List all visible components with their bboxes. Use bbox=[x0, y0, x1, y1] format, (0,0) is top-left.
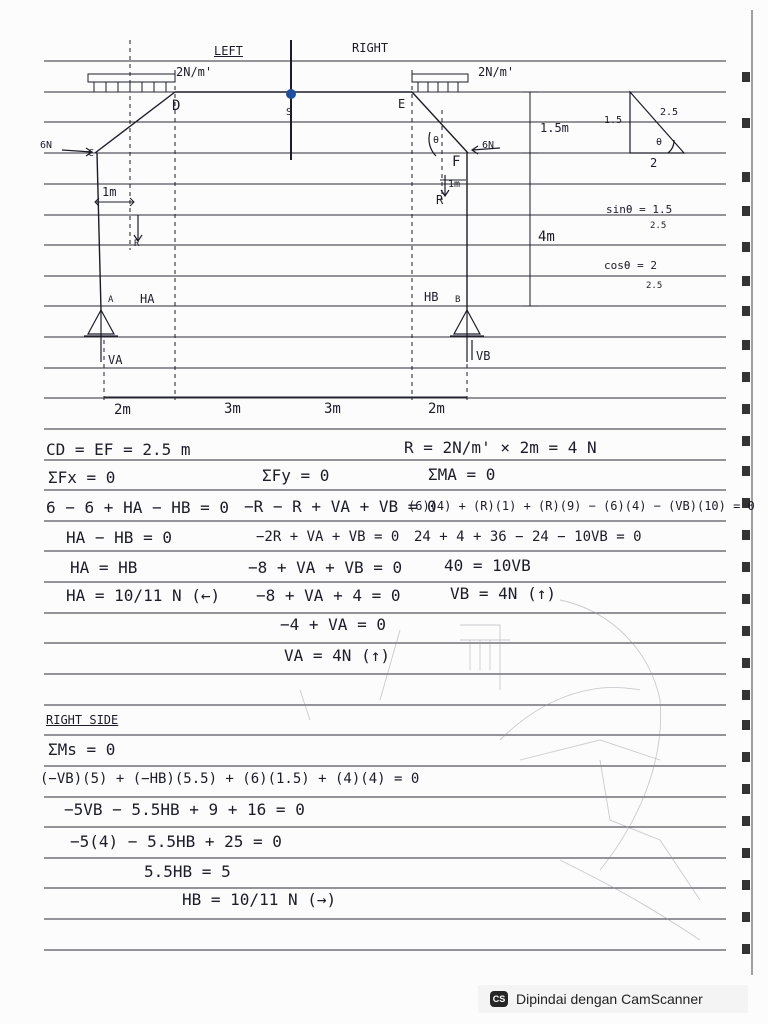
spiral-binding bbox=[742, 72, 750, 954]
fy-step-3: −8 + VA + VB = 0 bbox=[248, 558, 403, 577]
member-length-equation: CD = EF = 2.5 m bbox=[46, 440, 191, 459]
rs-step-2: −5VB − 5.5HB + 9 + 16 = 0 bbox=[64, 800, 305, 819]
ma-step-2: 24 + 4 + 36 − 24 − 10VB = 0 bbox=[414, 529, 642, 545]
fx-step-3: HA = HB bbox=[70, 558, 138, 577]
span-label-3: 3m bbox=[324, 401, 341, 417]
dashed-guides bbox=[104, 40, 467, 400]
node-f-label: F bbox=[452, 154, 461, 170]
height-top-label: 1.5m bbox=[540, 121, 569, 135]
fx-step-2: HA − HB = 0 bbox=[66, 528, 172, 547]
span-label-1: 2m bbox=[114, 402, 131, 418]
cos-theta-numerator: cosθ = 2 bbox=[604, 259, 657, 272]
triangle-vertical-label: 1.5 bbox=[604, 115, 623, 126]
load-left-label: 2N/m' bbox=[176, 65, 213, 79]
camscanner-label: Dipindai dengan CamScanner bbox=[516, 991, 703, 1007]
sum-ma-heading: ΣMA = 0 bbox=[428, 465, 496, 484]
sum-ms-heading: ΣMs = 0 bbox=[48, 740, 116, 759]
support-b-vertical: VB bbox=[476, 349, 491, 363]
fy-result: VA = 4N (↑) bbox=[284, 646, 390, 665]
span-label-2: 3m bbox=[224, 401, 241, 417]
rs-step-4: 5.5HB = 5 bbox=[144, 862, 231, 881]
distributed-load-left bbox=[88, 74, 175, 92]
height-bottom-label: 4m bbox=[538, 229, 555, 245]
triangle-hypotenuse-label: 2.5 bbox=[660, 107, 679, 118]
right-side-label: RIGHT bbox=[352, 41, 389, 55]
fy-step-4: −8 + VA + 4 = 0 bbox=[256, 586, 401, 605]
triangle-angle-label: θ bbox=[656, 137, 663, 148]
node-d-label: D bbox=[172, 98, 181, 114]
force-left-label: 6N bbox=[40, 140, 53, 151]
support-a-letter: A bbox=[108, 295, 114, 305]
fy-step-5: −4 + VA = 0 bbox=[280, 615, 386, 634]
dim-1m-right: 1m bbox=[448, 179, 461, 190]
right-side-heading: RIGHT SIDE bbox=[46, 713, 119, 727]
support-b-letter: B bbox=[455, 295, 461, 305]
node-c-label: C bbox=[88, 148, 95, 159]
span-label-4: 2m bbox=[428, 401, 445, 417]
column-a bbox=[97, 153, 101, 310]
sin-theta-denominator: 2.5 bbox=[650, 221, 667, 231]
hinge-s-marker bbox=[286, 89, 296, 99]
rs-step-3: −5(4) − 5.5HB + 25 = 0 bbox=[70, 832, 282, 851]
resultant-right-label: R bbox=[436, 193, 444, 207]
fx-step-1: 6 − 6 + HA − HB = 0 bbox=[46, 498, 230, 517]
resultant-equation: R = 2N/m' × 2m = 4 N bbox=[404, 438, 597, 457]
rs-step-1: (−VB)(5) + (−HB)(5.5) + (6)(1.5) + (4)(4) = 0 bbox=[40, 771, 420, 787]
distributed-load-right bbox=[412, 74, 468, 92]
resultant-left-label: R bbox=[134, 239, 140, 249]
ma-step-3: 40 = 10VB bbox=[444, 556, 531, 575]
force-right-label: 6N bbox=[482, 140, 495, 151]
support-a-vertical: VA bbox=[108, 353, 123, 367]
cos-theta-denominator: 2.5 bbox=[646, 281, 663, 291]
force-arrows bbox=[62, 146, 500, 241]
camscanner-watermark bbox=[478, 985, 748, 1013]
ma-step-1: (6)(4) + (R)(1) + (R)(9) − (6)(4) − (VB)(10) = 0 bbox=[408, 499, 755, 513]
sum-fx-heading: ΣFx = 0 bbox=[48, 468, 116, 487]
support-a-horizontal: HA bbox=[140, 292, 155, 306]
dim-1m-left: 1m bbox=[102, 185, 117, 199]
camscanner-logo: CS bbox=[490, 991, 508, 1007]
support-b-horizontal: HB bbox=[424, 290, 439, 304]
fy-step-1: −R − R + VA + VB = 0 bbox=[244, 497, 437, 516]
sum-fy-heading: ΣFy = 0 bbox=[262, 466, 330, 485]
sin-theta-numerator: sinθ = 1.5 bbox=[606, 203, 673, 216]
hinge-s-label: S bbox=[286, 107, 293, 118]
left-side-label: LEFT bbox=[214, 44, 243, 58]
triangle-base-label: 2 bbox=[650, 156, 658, 170]
load-right-label: 2N/m' bbox=[478, 65, 515, 79]
ma-result: VB = 4N (↑) bbox=[450, 584, 556, 603]
rs-result: HB = 10/11 N (→) bbox=[182, 890, 337, 909]
fx-result: HA = 10/11 N (←) bbox=[66, 586, 221, 605]
node-e-label: E bbox=[398, 97, 406, 111]
angle-theta-label: θ bbox=[433, 135, 440, 146]
fy-step-2: −2R + VA + VB = 0 bbox=[256, 529, 400, 545]
